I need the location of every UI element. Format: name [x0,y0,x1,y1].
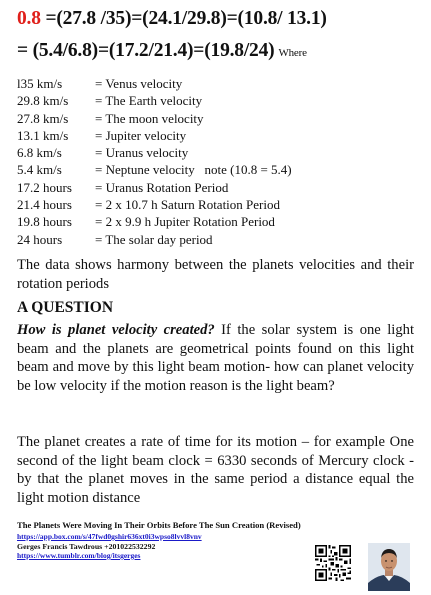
equation-line-2 [17,40,307,62]
value-row [17,161,292,178]
value-amount: 13.1 km/s [17,127,69,143]
value-amount: 21.4 hours [17,197,72,213]
question-paragraph [17,321,414,395]
value-description: = The moon velocity [95,110,204,126]
where-label: Where [278,47,307,59]
equation-lead-value: 0.8 [17,8,41,29]
value-row [17,231,292,248]
box-link[interactable]: https://app.box.com/s/47fwd0gshir636xt0i3wpso8lvvl8vnv [17,532,202,541]
value-description: = Uranus velocity [95,145,189,161]
tumblr-link[interactable]: https://www.tumblr.com/blog/itsgerges [17,551,141,560]
value-row [17,213,292,230]
equation-line-1 [17,8,327,30]
time-rate-paragraph: The planet creates a rate of time for its motion – for example One second of the light beam clock = 6330 seconds of Mercury clock -by that the planet moves in the same period a distance equal the light motion distance [17,434,414,506]
value-amount: 6.8 km/s [17,145,62,161]
value-description: = 2 x 9.9 h Jupiter Rotation Period [95,214,275,230]
footer-title: The Planets Were Moving In Their Orbits Before The Sun Creation (Revised) [17,520,301,530]
value-description: = The solar day period [95,231,213,247]
value-description: = Neptune velocity note (10.8 = 5.4) [95,162,292,178]
qr-code-icon [315,545,351,581]
value-amount: 5.4 km/s [17,162,62,178]
value-amount: l35 km/s [17,76,63,91]
value-row [17,92,292,109]
footer [17,520,317,560]
value-amount: 17.2 hours [17,179,72,195]
value-row [17,179,292,196]
question-heading: A QUESTION [17,299,114,316]
harmony-paragraph: The data shows harmony between the planets velocities and their rotation periods [17,257,414,292]
values-list [17,75,292,248]
value-amount: 27.8 km/s [17,110,69,126]
value-description: = Jupiter velocity [95,127,187,143]
value-row [17,127,292,144]
value-row [17,75,292,92]
value-description: = Venus velocity [95,76,183,91]
author-photo [368,543,410,591]
value-amount: 19.8 hours [17,214,72,230]
equation-line-1-rest: =(27.8 /35)=(24.1/29.8)=(10.8/ 13.1) [40,8,327,29]
value-amount: 24 hours [17,231,63,247]
value-row [17,196,292,213]
value-description: = The Earth velocity [95,93,203,109]
equation-line-2-text: = (5.4/6.8)=(17.2/21.4)=(19.8/24) [17,40,275,61]
value-amount: 29.8 km/s [17,93,69,109]
question-lead: How is planet velocity created? [17,322,215,338]
value-description: = 2 x 10.7 h Saturn Rotation Period [95,197,280,213]
value-row [17,144,292,161]
question-body: If the solar system is one light beam and the planets are geometrical points found on this light beam and move by this light beam motion- how can planet velocity be low velocity if the motion reason is the light beam? [17,322,415,394]
value-description: = Uranus Rotation Period [95,179,229,195]
value-row [17,110,292,127]
author-line: Gerges Francis Tawdrous +201022532292 [17,542,156,551]
